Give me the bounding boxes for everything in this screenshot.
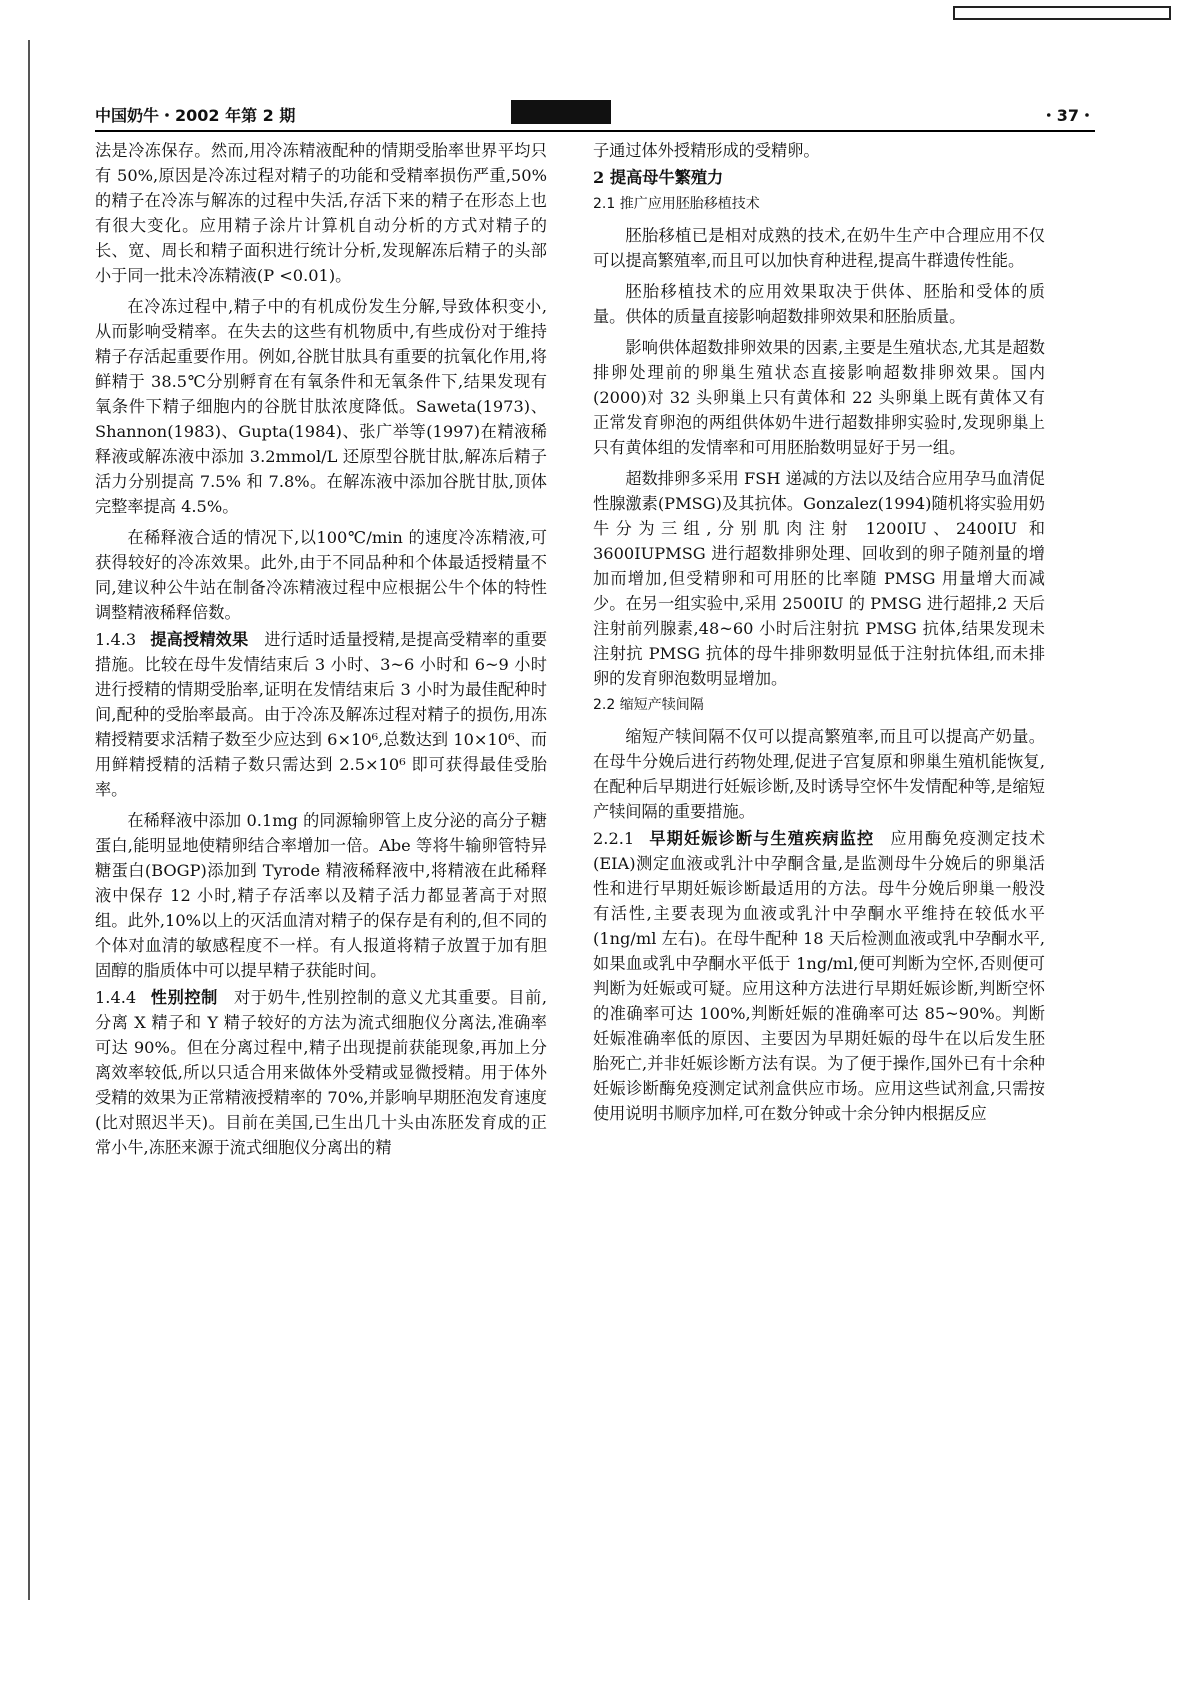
paragraph: 在稀释液合适的情况下,以100℃/min 的速度冷冻精液,可获得较好的冷冻效果。此外,由于不同品种和个体最适授精量不同,建议种公牛站在制备冷冻精液过程中应根据公牛个体的特性调整精液稀释倍数。 xyxy=(95,528,547,622)
paragraph: 法是冷冻保存。然而,用冷冻精液配种的情期受胎率世界平均只有 50%,原因是冷冻过程对精子的功能和受精率损伤严重,50%的精子在冷冻与解冻的过程中失活,存活下来的精子在形态上也有很大变化。应用精子涂片计算机自动分析的方式对精子的长、宽、周长和精子面积进行统计分析,发现解冻后精子的头部小于同一批未冷冻精液(P <0.01)。 xyxy=(95,141,547,285)
binding-margin-line xyxy=(28,40,30,1600)
paragraph: 在冷冻过程中,精子中的有机成份发生分解,导致体积变小,从而影响受精率。在失去的这些有机物质中,有些成份对于维持精子存活起重要作用。例如,谷胱甘肽具有重要的抗氧化作用,将鲜精于 38.5℃分别孵育在有氧条件和无氧条件下,结果发现有氧条件下精子细胞内的谷胱甘肽浓度降低。Saweta(1973)、Shannon(1983)、Gupta(1984)、张广举等(1997)在精液稀释液或解冻液中添加 3.2mmol/L 还原型谷胱甘肽,解冻后精子活力分别提高 7.5% 和 7.8%。在解冻液中添加谷胱甘肽,顶体完整率提高 4.5%。 xyxy=(95,297,547,516)
paragraph: 缩短产犊间隔不仅可以提高繁殖率,而且可以提高产奶量。在母牛分娩后进行药物处理,促进子宫复原和卵巢生殖机能恢复,在配种后早期进行妊娠诊断,及时诱导空怀牛发情配种等,是缩短产犊间隔的重要措施。 xyxy=(593,727,1045,821)
header-rule xyxy=(95,130,1095,132)
journal-title: 中国奶牛・2002 年第 2 期 xyxy=(95,106,296,125)
paragraph: 影响供体超数排卵效果的因素,主要是生殖状态,尤其是超数排卵处理前的卵巢生殖状态直接影响超数排卵效果。国内(2000)对 32 头卵巢上只有黄体和 22 头卵巢上既有黄体又有正常发育卵泡的两组供体奶牛进行超数排卵实验时,发现卵巢上只有黄体组的发情率和可用胚胎数明显好于另一组。 xyxy=(593,338,1045,457)
heading-section-2-1: 2.1 推广应用胚胎移植技术 xyxy=(593,196,760,212)
heading-section-2-2: 2.2 缩短产犊间隔 xyxy=(593,697,704,713)
section-body: 进行适时适量授精,是提高受精率的重要措施。比较在母牛发情结束后 3 小时、3~6 小时和 6~9 小时进行授精的情期受胎率,证明在发情结束后 3 小时为最佳配种时间,配种的受胎率最高。由于冷冻及解冻过程对精子的损伤,用冻精授精要求活精子数至少应达到 6×10⁶,总数达到 10×10⁶、而用鲜精授精的活精子数只需达到 2.5×10⁶ 即可获得最佳受胎率。 xyxy=(95,630,548,799)
section-1-4-3 xyxy=(95,627,547,802)
section-body: 对于奶牛,性别控制的意义尤其重要。目前,分离 X 精子和 Y 精子较好的方法为流式细胞仪分离法,准确率可达 90%。但在分离过程中,精子出现提前获能现象,再加上分离效率较低,所以只适合用来做体外受精或显微授精。用于体外受精的效果为正常精液授精率的 70%,并影响早期胚泡发育速度(比对照迟半天)。目前在美国,已生出几十头由冻胚发育成的正常小牛,冻胚来源于流式细胞仪分离出的精 xyxy=(95,988,547,1157)
section-number: 2.2.1 xyxy=(593,829,635,848)
section-title: 性别控制 xyxy=(150,988,218,1007)
paragraph: 在稀释液中添加 0.1mg 的同源输卵管上皮分泌的高分子糖蛋白,能明显地使精卵结合率增加一倍。Abe 等将牛输卵管特异糖蛋白(BOGP)添加到 Tyrode 精液稀释液中,将精液在此稀释液中保存 12 小时,精子存活率以及精子活力都显著高于对照组。此外,10%以上的灭活血清对精子的保存是有利的,但不同的个体对血清的敏感程度不一样。有人报道将精子放置于加有胆固醇的脂质体中可以提早精子获能时间。 xyxy=(95,811,547,980)
paragraph: 子通过体外授精形成的受精卵。 xyxy=(593,141,820,160)
page-header xyxy=(95,100,1095,128)
corner-frame xyxy=(953,6,1171,20)
section-number: 1.4.3 xyxy=(95,630,137,649)
section-title: 早期妊娠诊断与生殖疾病监控 xyxy=(648,829,875,848)
paragraph: 超数排卵多采用 FSH 递减的方法以及结合应用孕马血清促性腺激素(PMSG)及其抗体。Gonzalez(1994)随机将实验用奶牛分为三组,分别肌肉注射 1200IU、2400IU 和 3600IUPMSG 进行超数排卵处理、回收到的卵子随剂量的增加而增加,但受精卵和可用胚的比率随 PMSG 用量增大而减少。在另一组实验中,采用 2500IU 的 PMSG 进行超排,2 天后注射前列腺素,48~60 小时后注射抗 PMSG 抗体,结果发现未注射抗 PMSG 抗体的母牛排卵数明显低于注射抗体组,而未排卵的发育卵泡数明显增加。 xyxy=(593,469,1045,688)
section-2-2-1 xyxy=(593,826,1045,1126)
paragraph: 胚胎移植技术的应用效果取决于供体、胚胎和受体的质量。供体的质量直接影响超数排卵效果和胚胎质量。 xyxy=(593,282,1045,326)
heading-section-2: 2 提高母牛繁殖力 xyxy=(593,168,724,187)
page-number: ・37・ xyxy=(1040,106,1095,125)
section-title: 提高授精效果 xyxy=(150,630,249,649)
section-body: 应用酶免疫测定技术(EIA)测定血液或乳汁中孕酮含量,是监测母牛分娩后的卵巢活性和进行早期妊娠诊断最适用的方法。母牛分娩后卵巢一般没有活性,主要表现为血液或乳汁中孕酮水平维持在较低水平(1ng/ml 左右)。在母牛配种 18 天后检测血液或乳中孕酮水平,如果血或乳中孕酮水平低于 1ng/ml,便可判断为空怀,否则便可判断为妊娠或可疑。应用这种方法进行早期妊娠诊断,判断空怀的准确率可达 100%,判断妊娠的准确率可达 85~90%。判断妊娠准确率低的原因、主要因为早期妊娠的母牛在以后发生胚胎死亡,并非妊娠诊断方法有误。为了便于操作,国外已有十余种妊娠诊断酶免疫测定试剂盒供应市场。应用这些试剂盒,只需按使用说明书顺序加样,可在数分钟或十余分钟内根据反应 xyxy=(593,829,1046,1123)
right-column xyxy=(593,138,1045,1126)
section-1-4-4 xyxy=(95,985,547,1160)
header-black-bar xyxy=(511,100,611,124)
paragraph: 胚胎移植已是相对成熟的技术,在奶牛生产中合理应用不仅可以提高繁殖率,而且可以加快育种进程,提高牛群遗传性能。 xyxy=(593,226,1045,270)
left-column xyxy=(95,138,547,1160)
section-number: 1.4.4 xyxy=(95,988,137,1007)
